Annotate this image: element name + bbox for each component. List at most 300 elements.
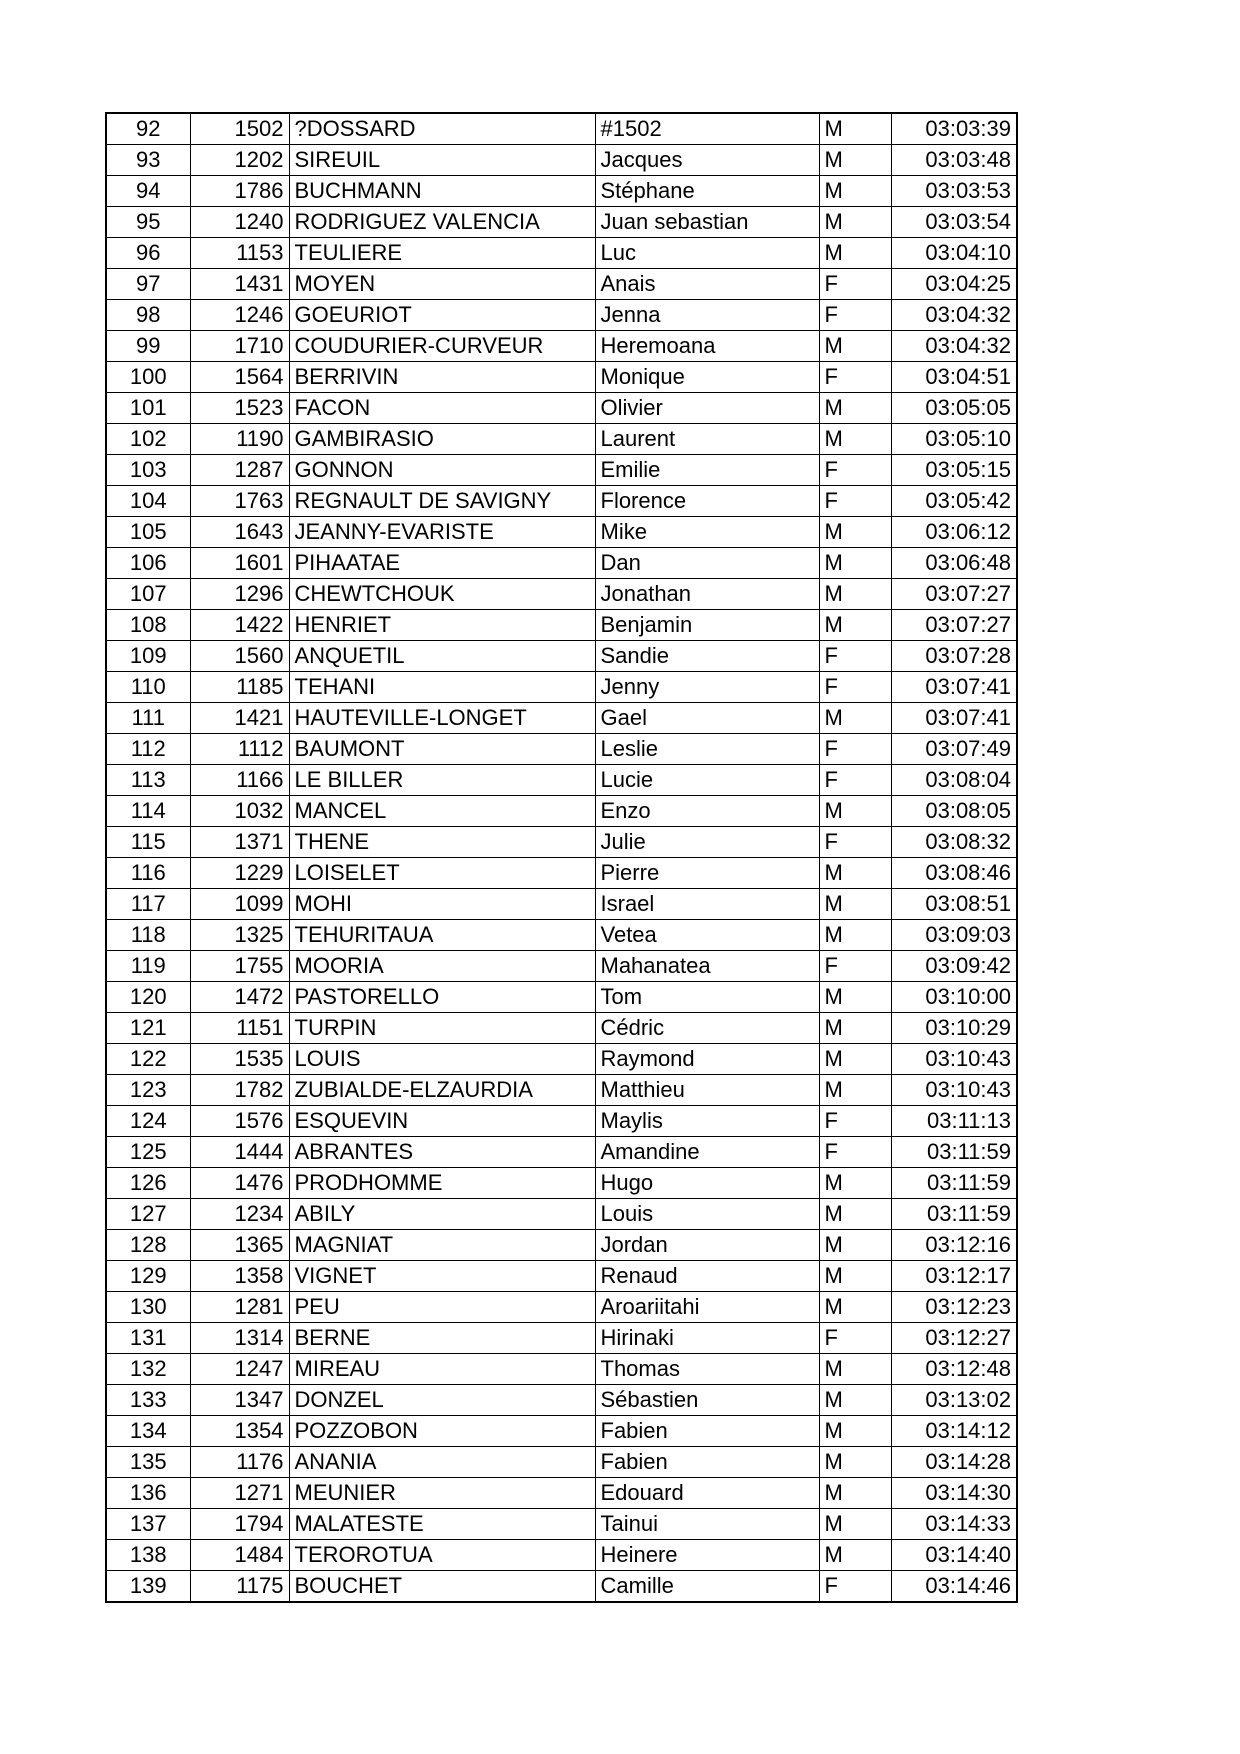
table-row (106, 1447, 1017, 1478)
sex-cell: M (819, 393, 891, 424)
first-name-cell: Amandine (595, 1137, 819, 1168)
bib-cell: 1782 (190, 1075, 289, 1106)
last-name-cell: RODRIGUEZ VALENCIA (289, 207, 595, 238)
table-row (106, 951, 1017, 982)
time-cell: 03:14:33 (891, 1509, 1017, 1540)
first-name-cell: Aroariitahi (595, 1292, 819, 1323)
bib-cell: 1202 (190, 145, 289, 176)
first-name-cell: Louis (595, 1199, 819, 1230)
table-row (106, 610, 1017, 641)
rank-cell: 131 (106, 1323, 190, 1354)
first-name-cell: Luc (595, 238, 819, 269)
time-cell: 03:08:05 (891, 796, 1017, 827)
last-name-cell: BERNE (289, 1323, 595, 1354)
first-name-cell: Lucie (595, 765, 819, 796)
first-name-cell: Olivier (595, 393, 819, 424)
time-cell: 03:06:12 (891, 517, 1017, 548)
table-row (106, 176, 1017, 207)
bib-cell: 1786 (190, 176, 289, 207)
last-name-cell: MOHI (289, 889, 595, 920)
sex-cell: F (819, 1571, 891, 1603)
rank-cell: 127 (106, 1199, 190, 1230)
sex-cell: M (819, 1509, 891, 1540)
sex-cell: M (819, 982, 891, 1013)
results-table (105, 112, 1018, 1603)
sex-cell: M (819, 517, 891, 548)
rank-cell: 139 (106, 1571, 190, 1603)
table-row (106, 1478, 1017, 1509)
table-row (106, 269, 1017, 300)
sex-cell: M (819, 1013, 891, 1044)
rank-cell: 103 (106, 455, 190, 486)
time-cell: 03:03:54 (891, 207, 1017, 238)
bib-cell: 1175 (190, 1571, 289, 1603)
sex-cell: M (819, 1199, 891, 1230)
bib-cell: 1476 (190, 1168, 289, 1199)
first-name-cell: Florence (595, 486, 819, 517)
sex-cell: M (819, 176, 891, 207)
rank-cell: 101 (106, 393, 190, 424)
rank-cell: 120 (106, 982, 190, 1013)
first-name-cell: Cédric (595, 1013, 819, 1044)
bib-cell: 1099 (190, 889, 289, 920)
time-cell: 03:04:10 (891, 238, 1017, 269)
last-name-cell: PIHAATAE (289, 548, 595, 579)
first-name-cell: Jordan (595, 1230, 819, 1261)
time-cell: 03:12:23 (891, 1292, 1017, 1323)
time-cell: 03:04:32 (891, 300, 1017, 331)
first-name-cell: Pierre (595, 858, 819, 889)
bib-cell: 1444 (190, 1137, 289, 1168)
last-name-cell: PEU (289, 1292, 595, 1323)
sex-cell: M (819, 1416, 891, 1447)
sex-cell: M (819, 889, 891, 920)
time-cell: 03:12:27 (891, 1323, 1017, 1354)
last-name-cell: TEROROTUA (289, 1540, 595, 1571)
time-cell: 03:08:04 (891, 765, 1017, 796)
table-row (106, 207, 1017, 238)
time-cell: 03:10:00 (891, 982, 1017, 1013)
last-name-cell: TURPIN (289, 1013, 595, 1044)
first-name-cell: Dan (595, 548, 819, 579)
bib-cell: 1176 (190, 1447, 289, 1478)
first-name-cell: Matthieu (595, 1075, 819, 1106)
first-name-cell: Julie (595, 827, 819, 858)
table-row (106, 889, 1017, 920)
table-row (106, 1075, 1017, 1106)
rank-cell: 116 (106, 858, 190, 889)
first-name-cell: Jenna (595, 300, 819, 331)
last-name-cell: GONNON (289, 455, 595, 486)
time-cell: 03:07:27 (891, 610, 1017, 641)
rank-cell: 124 (106, 1106, 190, 1137)
table-row (106, 362, 1017, 393)
bib-cell: 1271 (190, 1478, 289, 1509)
sex-cell: F (819, 1137, 891, 1168)
time-cell: 03:11:59 (891, 1168, 1017, 1199)
last-name-cell: VIGNET (289, 1261, 595, 1292)
bib-cell: 1472 (190, 982, 289, 1013)
first-name-cell: Camille (595, 1571, 819, 1603)
first-name-cell: Enzo (595, 796, 819, 827)
last-name-cell: ABILY (289, 1199, 595, 1230)
last-name-cell: POZZOBON (289, 1416, 595, 1447)
first-name-cell: Tainui (595, 1509, 819, 1540)
bib-cell: 1229 (190, 858, 289, 889)
time-cell: 03:12:48 (891, 1354, 1017, 1385)
time-cell: 03:14:46 (891, 1571, 1017, 1603)
sex-cell: M (819, 858, 891, 889)
table-row (106, 300, 1017, 331)
time-cell: 03:09:03 (891, 920, 1017, 951)
first-name-cell: Raymond (595, 1044, 819, 1075)
time-cell: 03:14:30 (891, 1478, 1017, 1509)
time-cell: 03:03:39 (891, 113, 1017, 145)
bib-cell: 1185 (190, 672, 289, 703)
bib-cell: 1523 (190, 393, 289, 424)
time-cell: 03:03:53 (891, 176, 1017, 207)
table-row (106, 579, 1017, 610)
last-name-cell: ABRANTES (289, 1137, 595, 1168)
time-cell: 03:12:16 (891, 1230, 1017, 1261)
last-name-cell: REGNAULT DE SAVIGNY (289, 486, 595, 517)
time-cell: 03:14:40 (891, 1540, 1017, 1571)
table-row (106, 1013, 1017, 1044)
bib-cell: 1371 (190, 827, 289, 858)
last-name-cell: MANCEL (289, 796, 595, 827)
sex-cell: M (819, 1354, 891, 1385)
last-name-cell: ESQUEVIN (289, 1106, 595, 1137)
table-row (106, 424, 1017, 455)
bib-cell: 1347 (190, 1385, 289, 1416)
last-name-cell: TEHANI (289, 672, 595, 703)
table-row (106, 1168, 1017, 1199)
time-cell: 03:05:05 (891, 393, 1017, 424)
time-cell: 03:13:02 (891, 1385, 1017, 1416)
last-name-cell: TEULIERE (289, 238, 595, 269)
table-row (106, 486, 1017, 517)
time-cell: 03:12:17 (891, 1261, 1017, 1292)
time-cell: 03:04:32 (891, 331, 1017, 362)
last-name-cell: MEUNIER (289, 1478, 595, 1509)
bib-cell: 1358 (190, 1261, 289, 1292)
table-row (106, 113, 1017, 145)
rank-cell: 130 (106, 1292, 190, 1323)
table-row (106, 1416, 1017, 1447)
table-row (106, 1385, 1017, 1416)
time-cell: 03:07:41 (891, 703, 1017, 734)
first-name-cell: Anais (595, 269, 819, 300)
last-name-cell: FACON (289, 393, 595, 424)
rank-cell: 129 (106, 1261, 190, 1292)
bib-cell: 1032 (190, 796, 289, 827)
last-name-cell: THENE (289, 827, 595, 858)
last-name-cell: SIREUIL (289, 145, 595, 176)
sex-cell: F (819, 300, 891, 331)
last-name-cell: MALATESTE (289, 1509, 595, 1540)
bib-cell: 1431 (190, 269, 289, 300)
first-name-cell: Jacques (595, 145, 819, 176)
time-cell: 03:04:25 (891, 269, 1017, 300)
time-cell: 03:10:43 (891, 1044, 1017, 1075)
sex-cell: F (819, 1323, 891, 1354)
table-row (106, 1571, 1017, 1603)
bib-cell: 1560 (190, 641, 289, 672)
first-name-cell: Laurent (595, 424, 819, 455)
bib-cell: 1151 (190, 1013, 289, 1044)
sex-cell: M (819, 610, 891, 641)
table-row (106, 796, 1017, 827)
rank-cell: 125 (106, 1137, 190, 1168)
last-name-cell: COUDURIER-CURVEUR (289, 331, 595, 362)
time-cell: 03:05:10 (891, 424, 1017, 455)
last-name-cell: HAUTEVILLE-LONGET (289, 703, 595, 734)
table-row (106, 455, 1017, 486)
table-row (106, 548, 1017, 579)
first-name-cell: Stéphane (595, 176, 819, 207)
time-cell: 03:11:59 (891, 1137, 1017, 1168)
table-row (106, 517, 1017, 548)
bib-cell: 1190 (190, 424, 289, 455)
time-cell: 03:09:42 (891, 951, 1017, 982)
sex-cell: M (819, 1478, 891, 1509)
last-name-cell: ANANIA (289, 1447, 595, 1478)
rank-cell: 105 (106, 517, 190, 548)
bib-cell: 1365 (190, 1230, 289, 1261)
sex-cell: M (819, 238, 891, 269)
rank-cell: 115 (106, 827, 190, 858)
table-row (106, 393, 1017, 424)
first-name-cell: Monique (595, 362, 819, 393)
bib-cell: 1314 (190, 1323, 289, 1354)
table-row (106, 1261, 1017, 1292)
rank-cell: 122 (106, 1044, 190, 1075)
first-name-cell: Maylis (595, 1106, 819, 1137)
last-name-cell: LOISELET (289, 858, 595, 889)
first-name-cell: Mahanatea (595, 951, 819, 982)
rank-cell: 132 (106, 1354, 190, 1385)
bib-cell: 1421 (190, 703, 289, 734)
time-cell: 03:11:59 (891, 1199, 1017, 1230)
rank-cell: 96 (106, 238, 190, 269)
last-name-cell: JEANNY-EVARISTE (289, 517, 595, 548)
time-cell: 03:14:12 (891, 1416, 1017, 1447)
table-row (106, 1044, 1017, 1075)
first-name-cell: Mike (595, 517, 819, 548)
last-name-cell: MOYEN (289, 269, 595, 300)
bib-cell: 1422 (190, 610, 289, 641)
table-row (106, 331, 1017, 362)
rank-cell: 138 (106, 1540, 190, 1571)
time-cell: 03:06:48 (891, 548, 1017, 579)
sex-cell: M (819, 1540, 891, 1571)
sex-cell: M (819, 1261, 891, 1292)
bib-cell: 1755 (190, 951, 289, 982)
first-name-cell: Fabien (595, 1447, 819, 1478)
rank-cell: 95 (106, 207, 190, 238)
rank-cell: 108 (106, 610, 190, 641)
time-cell: 03:08:32 (891, 827, 1017, 858)
last-name-cell: PASTORELLO (289, 982, 595, 1013)
first-name-cell: Edouard (595, 1478, 819, 1509)
time-cell: 03:11:13 (891, 1106, 1017, 1137)
rank-cell: 100 (106, 362, 190, 393)
last-name-cell: ?DOSSARD (289, 113, 595, 145)
table-row (106, 1509, 1017, 1540)
sex-cell: F (819, 734, 891, 765)
sex-cell: M (819, 424, 891, 455)
table-row (106, 920, 1017, 951)
sex-cell: M (819, 920, 891, 951)
first-name-cell: Gael (595, 703, 819, 734)
bib-cell: 1643 (190, 517, 289, 548)
table-row (106, 1137, 1017, 1168)
results-body (106, 113, 1017, 1602)
last-name-cell: BOUCHET (289, 1571, 595, 1603)
rank-cell: 126 (106, 1168, 190, 1199)
last-name-cell: HENRIET (289, 610, 595, 641)
sex-cell: M (819, 1044, 891, 1075)
first-name-cell: Benjamin (595, 610, 819, 641)
table-row (106, 1199, 1017, 1230)
time-cell: 03:04:51 (891, 362, 1017, 393)
last-name-cell: TEHURITAUA (289, 920, 595, 951)
time-cell: 03:07:28 (891, 641, 1017, 672)
table-row (106, 827, 1017, 858)
sex-cell: F (819, 672, 891, 703)
rank-cell: 121 (106, 1013, 190, 1044)
bib-cell: 1576 (190, 1106, 289, 1137)
bib-cell: 1112 (190, 734, 289, 765)
sex-cell: M (819, 207, 891, 238)
sex-cell: F (819, 455, 891, 486)
table-row (106, 1354, 1017, 1385)
table-row (106, 765, 1017, 796)
last-name-cell: MOORIA (289, 951, 595, 982)
sex-cell: F (819, 827, 891, 858)
rank-cell: 136 (106, 1478, 190, 1509)
bib-cell: 1794 (190, 1509, 289, 1540)
bib-cell: 1153 (190, 238, 289, 269)
table-row (106, 703, 1017, 734)
last-name-cell: CHEWTCHOUK (289, 579, 595, 610)
last-name-cell: MAGNIAT (289, 1230, 595, 1261)
table-row (106, 734, 1017, 765)
first-name-cell: Jenny (595, 672, 819, 703)
bib-cell: 1166 (190, 765, 289, 796)
first-name-cell: Vetea (595, 920, 819, 951)
time-cell: 03:08:51 (891, 889, 1017, 920)
first-name-cell: Leslie (595, 734, 819, 765)
time-cell: 03:05:15 (891, 455, 1017, 486)
rank-cell: 112 (106, 734, 190, 765)
bib-cell: 1281 (190, 1292, 289, 1323)
time-cell: 03:08:46 (891, 858, 1017, 889)
sex-cell: M (819, 1168, 891, 1199)
sex-cell: F (819, 486, 891, 517)
bib-cell: 1247 (190, 1354, 289, 1385)
rank-cell: 106 (106, 548, 190, 579)
bib-cell: 1484 (190, 1540, 289, 1571)
first-name-cell: Israel (595, 889, 819, 920)
last-name-cell: GOEURIOT (289, 300, 595, 331)
first-name-cell: Sandie (595, 641, 819, 672)
bib-cell: 1354 (190, 1416, 289, 1447)
table-row (106, 672, 1017, 703)
last-name-cell: LE BILLER (289, 765, 595, 796)
rank-cell: 137 (106, 1509, 190, 1540)
first-name-cell: Heremoana (595, 331, 819, 362)
sex-cell: M (819, 145, 891, 176)
rank-cell: 109 (106, 641, 190, 672)
rank-cell: 135 (106, 1447, 190, 1478)
rank-cell: 114 (106, 796, 190, 827)
bib-cell: 1502 (190, 113, 289, 145)
bib-cell: 1296 (190, 579, 289, 610)
bib-cell: 1535 (190, 1044, 289, 1075)
bib-cell: 1234 (190, 1199, 289, 1230)
first-name-cell: Hirinaki (595, 1323, 819, 1354)
bib-cell: 1240 (190, 207, 289, 238)
bib-cell: 1763 (190, 486, 289, 517)
first-name-cell: Tom (595, 982, 819, 1013)
table-row (106, 1106, 1017, 1137)
table-row (106, 1323, 1017, 1354)
bib-cell: 1710 (190, 331, 289, 362)
bib-cell: 1246 (190, 300, 289, 331)
rank-cell: 104 (106, 486, 190, 517)
rank-cell: 93 (106, 145, 190, 176)
rank-cell: 119 (106, 951, 190, 982)
time-cell: 03:10:43 (891, 1075, 1017, 1106)
bib-cell: 1601 (190, 548, 289, 579)
table-row (106, 1540, 1017, 1571)
time-cell: 03:07:27 (891, 579, 1017, 610)
sex-cell: F (819, 641, 891, 672)
sex-cell: M (819, 796, 891, 827)
first-name-cell: Fabien (595, 1416, 819, 1447)
table-row (106, 145, 1017, 176)
bib-cell: 1325 (190, 920, 289, 951)
time-cell: 03:03:48 (891, 145, 1017, 176)
rank-cell: 110 (106, 672, 190, 703)
first-name-cell: Hugo (595, 1168, 819, 1199)
last-name-cell: ZUBIALDE-ELZAURDIA (289, 1075, 595, 1106)
rank-cell: 117 (106, 889, 190, 920)
first-name-cell: Thomas (595, 1354, 819, 1385)
last-name-cell: BAUMONT (289, 734, 595, 765)
sex-cell: M (819, 331, 891, 362)
table-row (106, 982, 1017, 1013)
sex-cell: M (819, 579, 891, 610)
sex-cell: F (819, 951, 891, 982)
first-name-cell: Renaud (595, 1261, 819, 1292)
rank-cell: 102 (106, 424, 190, 455)
rank-cell: 113 (106, 765, 190, 796)
first-name-cell: Sébastien (595, 1385, 819, 1416)
rank-cell: 98 (106, 300, 190, 331)
rank-cell: 118 (106, 920, 190, 951)
last-name-cell: BERRIVIN (289, 362, 595, 393)
sex-cell: M (819, 703, 891, 734)
table-row (106, 1230, 1017, 1261)
time-cell: 03:10:29 (891, 1013, 1017, 1044)
table-row (106, 1292, 1017, 1323)
rank-cell: 133 (106, 1385, 190, 1416)
last-name-cell: DONZEL (289, 1385, 595, 1416)
sex-cell: M (819, 1385, 891, 1416)
sex-cell: M (819, 113, 891, 145)
